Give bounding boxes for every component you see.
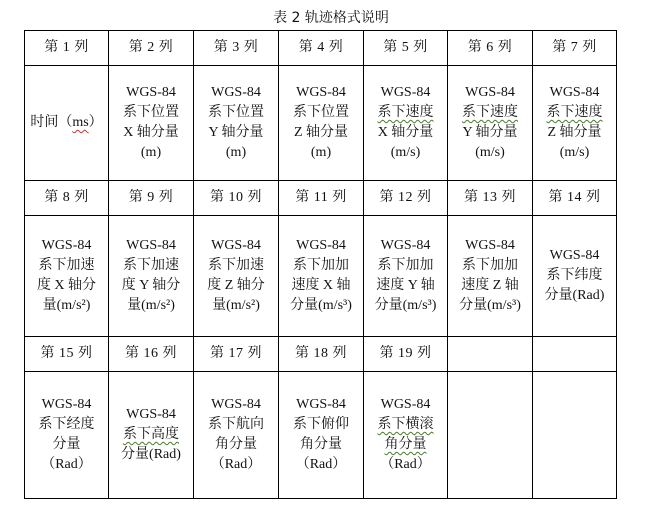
column-header bbox=[279, 31, 364, 66]
description-line: 系下速度 bbox=[462, 105, 518, 120]
description-line: WGS-84 bbox=[380, 238, 431, 253]
description-line: 分量(Rad) bbox=[544, 288, 605, 303]
description-line: WGS-84 bbox=[41, 397, 92, 412]
column-header-label: 第 15 列 bbox=[40, 346, 93, 361]
description-line: 系下速度 bbox=[546, 105, 603, 120]
description-line: 量(m/s²) bbox=[212, 298, 260, 313]
description-line: 角分量 bbox=[215, 437, 257, 452]
column-description bbox=[109, 372, 194, 499]
description-line: WGS-84 bbox=[465, 238, 515, 253]
column-header-label: 第 13 列 bbox=[464, 190, 516, 205]
column-header bbox=[364, 31, 448, 66]
description-line: WGS-84 bbox=[296, 238, 346, 253]
description-line: 系下加速 bbox=[208, 258, 264, 273]
column-header bbox=[25, 181, 109, 216]
description-line: 系下加速 bbox=[123, 258, 179, 273]
column-header-label: 第 17 列 bbox=[210, 346, 262, 361]
column-description bbox=[533, 216, 617, 337]
description-line: WGS-84 bbox=[211, 85, 261, 100]
column-header bbox=[194, 31, 279, 66]
description-line: 角分量 bbox=[300, 437, 342, 452]
column-header bbox=[25, 31, 109, 66]
column-header bbox=[448, 31, 533, 66]
description-line: （Rad） bbox=[380, 457, 431, 472]
column-header bbox=[279, 337, 364, 372]
column-header-label: 第 18 列 bbox=[295, 346, 347, 361]
column-description bbox=[25, 372, 109, 499]
description-text: ） bbox=[88, 115, 103, 130]
trajectory-format-table bbox=[24, 30, 617, 499]
column-header-label: 第 6 列 bbox=[467, 40, 513, 55]
column-description bbox=[194, 66, 279, 181]
description-line: X 轴分量 bbox=[123, 125, 179, 140]
column-description bbox=[364, 66, 448, 181]
description-line: 系下位置 bbox=[293, 105, 349, 120]
column-header bbox=[109, 31, 194, 66]
description-line bbox=[25, 113, 108, 133]
column-header-label: 第 1 列 bbox=[44, 40, 89, 55]
description-line: (m/s) bbox=[390, 145, 421, 160]
column-description bbox=[279, 372, 364, 499]
description-line: X 轴分量 bbox=[377, 125, 434, 140]
description-row-3 bbox=[25, 372, 617, 499]
description-line: 度 X 轴分 bbox=[36, 278, 97, 293]
column-description bbox=[279, 216, 364, 337]
column-header bbox=[194, 337, 279, 372]
description-line: Z 轴分量 bbox=[293, 125, 349, 140]
description-line: 速度 Z 轴 bbox=[461, 278, 519, 293]
column-header bbox=[194, 181, 279, 216]
description-line: 系下位置 bbox=[123, 105, 179, 120]
column-header-label: 第 7 列 bbox=[552, 40, 597, 55]
description-line: 系下位置 bbox=[208, 105, 264, 120]
description-row-2 bbox=[25, 216, 617, 337]
column-description bbox=[109, 216, 194, 337]
description-line: 系下航向 bbox=[208, 417, 264, 432]
description-line: 系下加加 bbox=[462, 258, 518, 273]
description-line: （Rad） bbox=[210, 457, 262, 472]
description-line: Z 轴分量 bbox=[547, 125, 602, 140]
column-header bbox=[448, 181, 533, 216]
column-header-label: 第 8 列 bbox=[44, 190, 89, 205]
description-line: 角分量 bbox=[384, 437, 427, 452]
description-line: WGS-84 bbox=[549, 85, 600, 100]
description-line: (m) bbox=[140, 145, 162, 160]
description-line: WGS-84 bbox=[126, 85, 176, 100]
description-line: (m/s) bbox=[475, 145, 505, 160]
description-text: 时间（ bbox=[30, 115, 73, 130]
column-header-label: 第 16 列 bbox=[125, 346, 177, 361]
description-line: Y 轴分量 bbox=[208, 125, 264, 140]
description-line: WGS-84 bbox=[211, 238, 261, 253]
column-description bbox=[194, 372, 279, 499]
description-row-1 bbox=[25, 66, 617, 181]
empty-cell bbox=[533, 372, 617, 499]
description-line: WGS-84 bbox=[296, 85, 346, 100]
description-line: 分量 bbox=[52, 437, 81, 452]
description-line: 分量(Rad) bbox=[121, 447, 181, 462]
description-line: （Rad） bbox=[41, 457, 92, 472]
column-header-label: 第 14 列 bbox=[548, 190, 601, 205]
description-line: WGS-84 bbox=[549, 248, 600, 263]
column-header-label: 第 4 列 bbox=[298, 40, 344, 55]
description-line: 系下加速 bbox=[38, 258, 95, 273]
description-line: 度 Y 轴分 bbox=[121, 278, 181, 293]
column-description bbox=[109, 66, 194, 181]
description-line: 系下速度 bbox=[377, 105, 434, 120]
description-line: 量(m/s²) bbox=[127, 298, 175, 313]
column-description bbox=[194, 216, 279, 337]
description-line: 系下经度 bbox=[38, 417, 95, 432]
empty-cell bbox=[448, 337, 533, 372]
column-header-label: 第 9 列 bbox=[128, 190, 174, 205]
description-line: (m) bbox=[225, 145, 247, 160]
empty-cell bbox=[448, 372, 533, 499]
column-description bbox=[364, 372, 448, 499]
description-line: 系下加加 bbox=[293, 258, 349, 273]
column-header bbox=[109, 337, 194, 372]
description-line: (m) bbox=[310, 145, 332, 160]
column-header bbox=[109, 181, 194, 216]
description-line: 系下加加 bbox=[377, 258, 434, 273]
description-line: 分量(m/s³) bbox=[459, 298, 521, 313]
description-line: (m/s) bbox=[559, 145, 590, 160]
description-line: WGS-84 bbox=[465, 85, 515, 100]
description-line: 系下俯仰 bbox=[293, 417, 349, 432]
description-line: WGS-84 bbox=[296, 397, 346, 412]
column-description bbox=[25, 216, 109, 337]
description-line: 系下纬度 bbox=[546, 268, 603, 283]
column-description bbox=[533, 66, 617, 181]
empty-cell bbox=[533, 337, 617, 372]
description-text: ms bbox=[72, 115, 89, 130]
column-header-label: 第 11 列 bbox=[295, 190, 347, 205]
description-line: WGS-84 bbox=[380, 397, 431, 412]
description-line: 度 Z 轴分 bbox=[207, 278, 265, 293]
description-line: 量(m/s²) bbox=[42, 298, 91, 313]
column-header-label: 第 19 列 bbox=[379, 346, 432, 361]
description-line: WGS-84 bbox=[380, 85, 431, 100]
column-description bbox=[25, 66, 109, 181]
column-description bbox=[448, 66, 533, 181]
description-line: 系下高度 bbox=[123, 427, 179, 442]
description-line: 速度 X 轴 bbox=[291, 278, 351, 293]
description-line: WGS-84 bbox=[211, 397, 261, 412]
column-description bbox=[279, 66, 364, 181]
description-line: Y 轴分量 bbox=[462, 125, 518, 140]
column-header-label: 第 2 列 bbox=[128, 40, 174, 55]
header-row-2 bbox=[25, 181, 617, 216]
column-header bbox=[279, 181, 364, 216]
column-header-label: 第 5 列 bbox=[383, 40, 428, 55]
column-description bbox=[364, 216, 448, 337]
description-line: WGS-84 bbox=[126, 407, 176, 422]
column-header bbox=[25, 337, 109, 372]
column-header-label: 第 12 列 bbox=[379, 190, 432, 205]
description-line: （Rad） bbox=[295, 457, 347, 472]
description-line: WGS-84 bbox=[126, 238, 176, 253]
column-header-label: 第 3 列 bbox=[213, 40, 259, 55]
description-line: 分量(m/s³) bbox=[290, 298, 352, 313]
column-header-label: 第 10 列 bbox=[210, 190, 262, 205]
description-line: WGS-84 bbox=[41, 238, 92, 253]
column-description bbox=[448, 216, 533, 337]
column-header bbox=[533, 31, 617, 66]
column-header bbox=[533, 181, 617, 216]
header-row-3 bbox=[25, 337, 617, 372]
header-row-1 bbox=[25, 31, 617, 66]
table-caption: 表 2 轨迹格式说明 bbox=[273, 10, 389, 26]
description-line: 速度 Y 轴 bbox=[376, 278, 435, 293]
column-header bbox=[364, 181, 448, 216]
description-line: 分量(m/s³) bbox=[374, 298, 437, 313]
description-line: 系下横滚 bbox=[377, 417, 434, 432]
column-header bbox=[364, 337, 448, 372]
